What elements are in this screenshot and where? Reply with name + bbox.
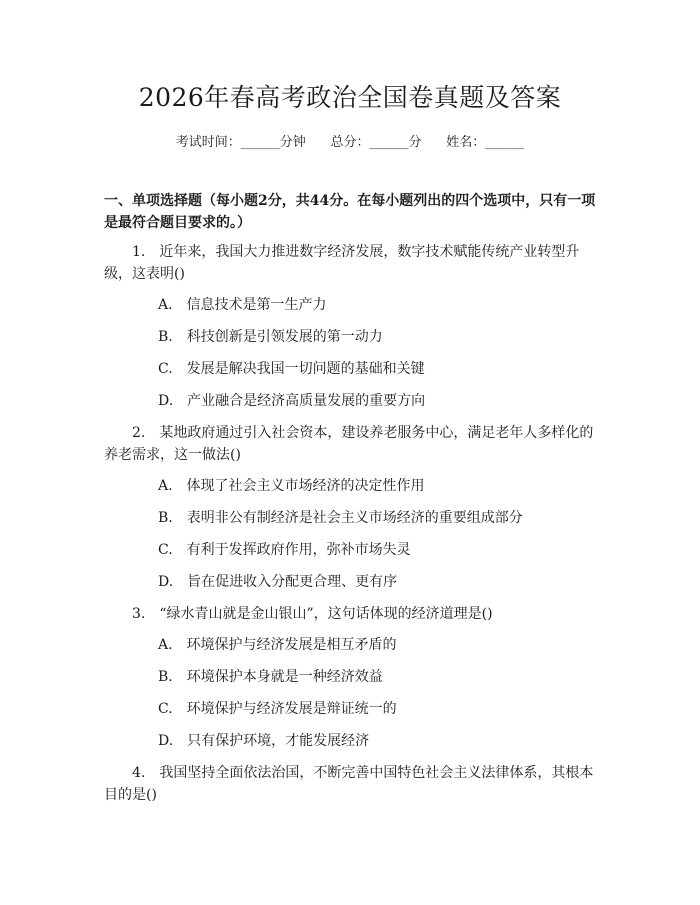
question-2-option-c: C. 有利于发挥政府作用，弥补市场失灵	[158, 542, 411, 558]
page-title: 2026年春高考政治全国卷真题及答案	[138, 83, 562, 112]
question-3-option-c: C. 环境保护与经济发展是辩证统一的	[158, 701, 397, 717]
question-2-option-b: B. 表明非公有制经济是社会主义市场经济的重要组成部分	[158, 510, 523, 526]
question-1-option-d: D. 产业融合是经济高质量发展的重要方向	[158, 393, 426, 409]
section-heading: 一、单项选择题（每小题2分，共44分。在每小题列出的四个选项中，只有一项是最符合题目要求的。）	[104, 193, 596, 231]
question-1-stem: 1. 近年来，我国大力推进数字经济发展，数字技术赋能传统产业转型升级，这表明()	[104, 244, 580, 282]
question-2-option-a: A. 体现了社会主义市场经济的决定性作用	[158, 478, 425, 494]
question-1-option-c: C. 发展是解决我国一切问题的基础和关键	[158, 361, 425, 377]
question-1-option-a: A. 信息技术是第一生产力	[158, 297, 327, 313]
exam-info-line: 考试时间：______分钟 总分：______分 姓名：______	[175, 135, 525, 150]
question-1-option-b: B. 科技创新是引领发展的第一动力	[158, 329, 383, 345]
question-3-option-a: A. 环境保护与经济发展是相互矛盾的	[158, 637, 397, 653]
question-3-stem: 3. “绿水青山就是金山银山”，这句话体现的经济道理是()	[132, 606, 493, 622]
question-4-stem: 4. 我国坚持全面依法治国，不断完善中国特色社会主义法律体系，其根本目的是()	[104, 765, 594, 803]
question-3-option-b: B. 环境保护本身就是一种经济效益	[158, 669, 383, 685]
question-2-stem: 2. 某地政府通过引入社会资本，建设养老服务中心，满足老年人多样化的养老需求，这一做法()	[104, 425, 594, 463]
question-3-option-d: D. 只有保护环境，才能发展经济	[158, 733, 370, 749]
question-2-option-d: D. 旨在促进收入分配更合理、更有序	[158, 574, 398, 590]
